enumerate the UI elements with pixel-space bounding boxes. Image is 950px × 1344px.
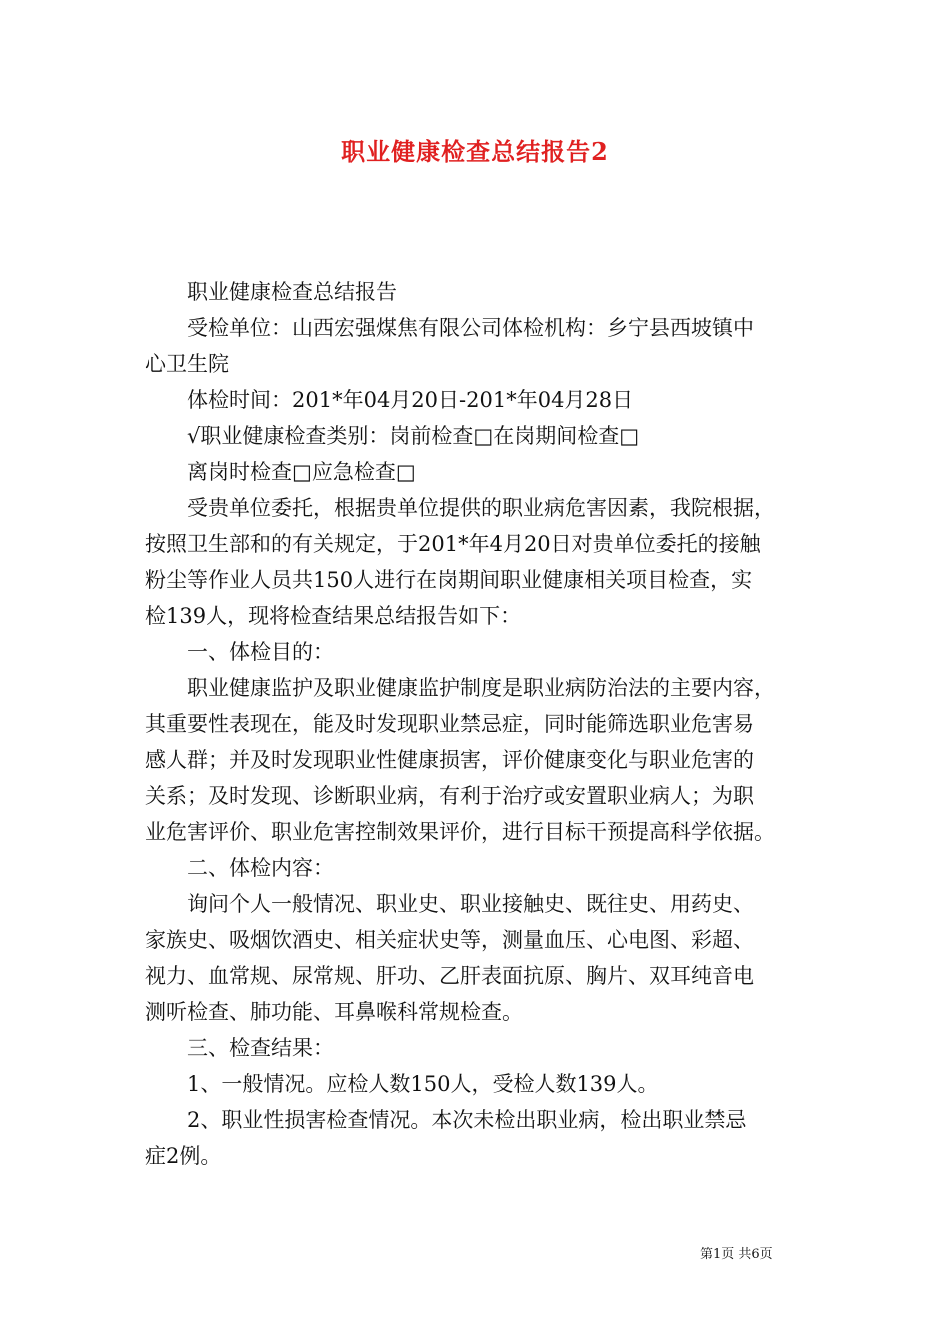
inspected-unit-line: 受检单位：山西宏强煤焦有限公司体检机构：乡宁县西坡镇中 — [187, 316, 754, 340]
page-number: 第1页 共6页 — [700, 1247, 773, 1262]
inspected-unit-paragraph — [145, 310, 815, 382]
document-title: 职业健康检查总结报告2 — [341, 137, 609, 166]
exam-time: 体检时间：201*年04月20日-201*年04月28日 — [187, 388, 634, 412]
result-occupational-paragraph — [145, 1102, 815, 1174]
result-occupational-line: 2、职业性损害检查情况。本次未检出职业病，检出职业禁忌 — [187, 1108, 747, 1132]
exam-category-continued: 离岗时检查□应急检查□ — [187, 460, 416, 484]
content-line: 视力、血常规、尿常规、肝功、乙肝表面抗原、胸片、双耳纯音电 — [145, 964, 754, 988]
report-heading: 职业健康检查总结报告 — [187, 280, 397, 304]
content-line: 询问个人一般情况、职业史、职业接触史、既往史、用药史、 — [187, 892, 754, 916]
intro-line: 检139人，现将检查结果总结报告如下： — [145, 604, 522, 628]
document-body — [145, 274, 815, 1174]
purpose-line: 其重要性表现在，能及时发现职业禁忌症，同时能筛选职业危害易 — [145, 712, 754, 736]
section-heading-results: 三、检查结果： — [187, 1036, 334, 1060]
purpose-line: 关系；及时发现、诊断职业病，有利于治疗或安置职业病人；为职 — [145, 784, 754, 808]
purpose-paragraph — [145, 670, 815, 850]
purpose-line: 职业健康监护及职业健康监护制度是职业病防治法的主要内容， — [187, 676, 775, 700]
inspected-unit-line: 心卫生院 — [145, 352, 229, 376]
intro-line: 粉尘等作业人员共150人进行在岗期间职业健康相关项目检查，实 — [145, 568, 753, 592]
purpose-line: 业危害评价、职业危害控制效果评价，进行目标干预提高科学依据。 — [145, 820, 775, 844]
section-heading-content: 二、体检内容： — [187, 856, 334, 880]
exam-category: √职业健康检查类别：岗前检查□在岗期间检查□ — [187, 424, 640, 448]
result-occupational-line: 症2例。 — [145, 1144, 222, 1168]
content-paragraph — [145, 886, 815, 1030]
result-general: 1、一般情况。应检人数150人，受检人数139人。 — [187, 1072, 659, 1096]
intro-line: 按照卫生部和的有关规定，于201*年4月20日对贵单位委托的接触 — [145, 532, 761, 556]
intro-line: 受贵单位委托，根据贵单位提供的职业病危害因素，我院根据， — [187, 496, 775, 520]
intro-paragraph — [145, 490, 815, 634]
purpose-line: 感人群；并及时发现职业性健康损害，评价健康变化与职业危害的 — [145, 748, 754, 772]
section-heading-purpose: 一、体检目的： — [187, 640, 334, 664]
content-line: 家族史、吸烟饮酒史、相关症状史等，测量血压、心电图、彩超、 — [145, 928, 754, 952]
content-line: 测听检查、肺功能、耳鼻喉科常规检查。 — [145, 1000, 523, 1024]
